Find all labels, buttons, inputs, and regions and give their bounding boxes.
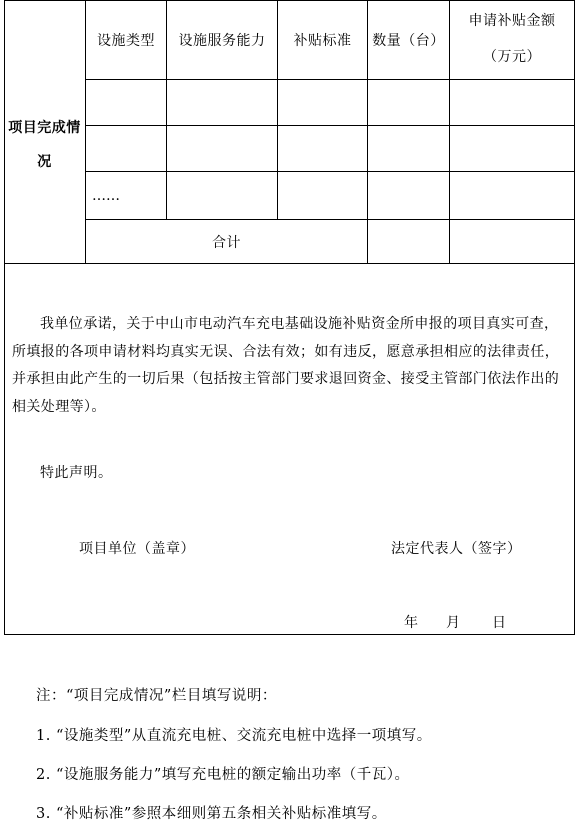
date-day: 日 <box>492 615 506 631</box>
unit-seal-label: 项目单位（盖章） <box>79 541 195 557</box>
date-year: 年 <box>404 615 418 631</box>
table-border-right <box>574 0 575 634</box>
row-line <box>85 171 575 172</box>
col-header-subsidy-standard: 补贴标准 <box>293 32 352 49</box>
row-header-completion: 项目完成情况 <box>8 120 81 170</box>
date-month: 月 <box>446 615 460 631</box>
total-label: 合计 <box>212 234 241 251</box>
row-line <box>85 125 575 126</box>
note-item: 1. “设施类型”从直流充电桩、交流充电桩中选择一项填写。 <box>36 728 432 744</box>
legal-rep-signature-label: 法定代表人（签字） <box>391 541 522 557</box>
row-line <box>85 79 575 80</box>
col-header-quantity: 数量（台） <box>372 32 445 49</box>
declaration-paragraph: 我单位承诺，关于中山市电动汽车充电基础设施补贴资金所申报的项目真实可查，所填报的各项申请材料均真实无误、合法有效；如有违反，愿意承担相应的法律责任，并承担由此产生的一切后果（包括按主管部门要求退回资金、接受主管部门依法作出的相关处理等）。 <box>12 316 560 415</box>
ellipsis-cell: …… <box>92 188 120 204</box>
note-item: 2. “设施服务能力”填写充电桩的额定输出功率（千瓦）。 <box>36 767 410 783</box>
col-header-service-capacity: 设施服务能力 <box>178 32 266 49</box>
note-item: 3. “补贴标准”参照本细则第五条相关补贴标准填写。 <box>36 806 387 822</box>
notes-title: 注：“项目完成情况”栏目填写说明： <box>36 688 277 704</box>
amount-header-line2: （万元） <box>483 48 541 65</box>
section-divider <box>4 263 575 264</box>
amount-header-line1: 申请补贴金额 <box>468 12 556 29</box>
declaration-statement: 特此声明。 <box>40 465 113 481</box>
col-header-facility-type: 设施类型 <box>97 32 155 49</box>
col-header-subsidy-amount <box>450 0 574 79</box>
table-border-bottom <box>4 634 575 635</box>
